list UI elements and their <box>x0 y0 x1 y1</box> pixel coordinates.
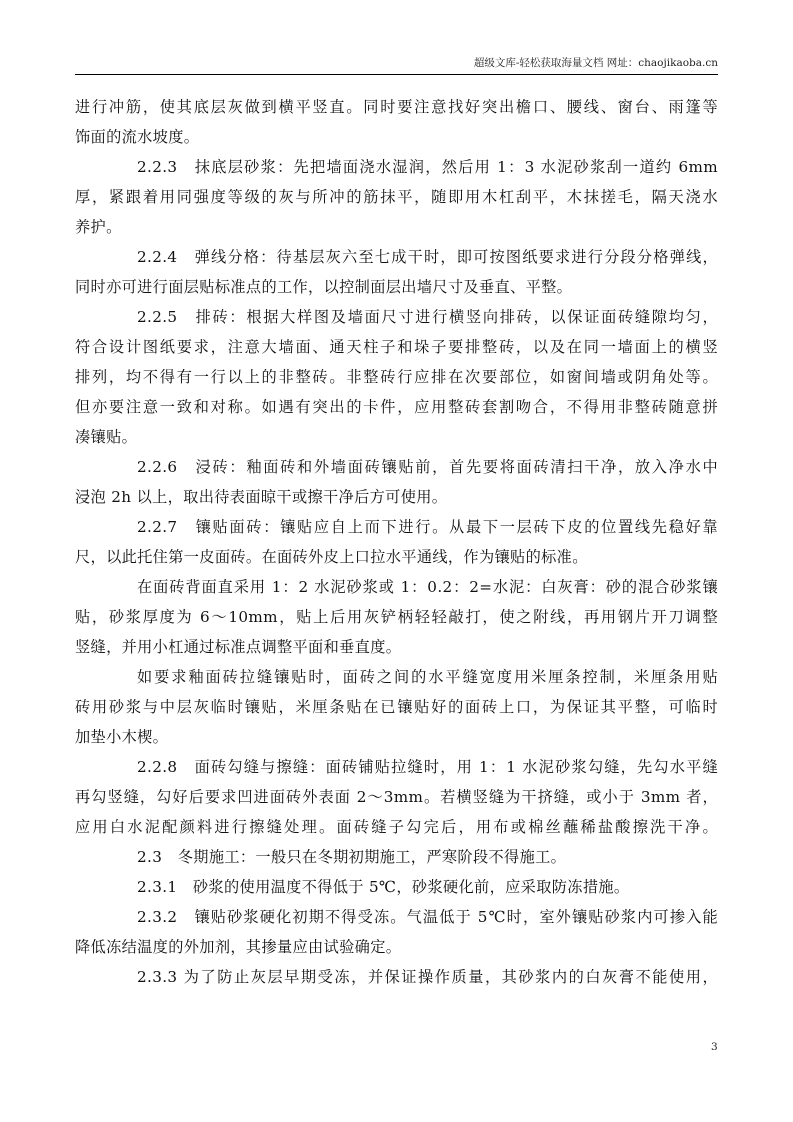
text-line: 2.2.7 镶贴面砖：镶贴应自上而下进行。从最下一层砖下皮的位置线先稳好靠 <box>137 518 718 536</box>
header-site-text: 超级文库-轻松获取海量文档 网址：chaojikaoba.cn <box>473 57 718 69</box>
text-line: 2.3 冬期施工：一般只在冬期初期施工，严寒阶段不得施工。 <box>137 848 567 866</box>
text-line: 应用白水泥配颜料进行擦缝处理。面砖缝子勾完后，用布或棉丝蘸稀盐酸擦洗干净。 <box>75 818 718 836</box>
text-line: 饰面的流水坡度。 <box>75 128 200 146</box>
text-line: 尺，以此托住第一皮面砖。在面砖外皮上口拉水平通线，作为镶贴的标准。 <box>75 548 588 566</box>
page-number: 3 <box>711 1041 718 1053</box>
text-line: 同时亦可进行面层贴标准点的工作，以控制面层出墙尺寸及垂直、平整。 <box>75 278 573 296</box>
text-line: 2.2.6 浸砖：釉面砖和外墙面砖镶贴前，首先要将面砖清扫干净，放入净水中 <box>137 458 718 476</box>
text-line: 进行冲筋，使其底层灰做到横平竖直。同时要注意找好突出檐口、腰线、窗台、雨篷等 <box>75 98 718 116</box>
page-header <box>75 52 718 75</box>
text-line: 厚，紧跟着用同强度等级的灰与所冲的筋抹平，随即用木杠刮平，木抹搓毛，隔天浇水 <box>75 188 718 206</box>
text-line: 2.3.2 镶贴砂浆硬化初期不得受冻。气温低于 5℃时，室外镶贴砂浆内可掺入能 <box>137 908 718 926</box>
text-line: 2.3.3 为了防止灰层早期受冻，并保证操作质量，其砂浆内的白灰膏不能使用， <box>137 968 718 986</box>
text-line: 符合设计图纸要求，注意大墙面、通天柱子和垛子要排整砖，以及在同一墙面上的横竖 <box>75 338 718 356</box>
text-line: 排列，均不得有一行以上的非整砖。非整砖行应排在次要部位，如窗间墙或阴角处等。 <box>75 368 718 386</box>
text-line: 养护。 <box>75 218 122 236</box>
text-line: 贴，砂浆厚度为 6～10mm，贴上后用灰铲柄轻轻敲打，使之附线，再用钢片开刀调整 <box>75 608 718 626</box>
text-line: 浸泡 2h 以上，取出待表面晾干或擦干净后方可使用。 <box>75 488 448 506</box>
text-line: 在面砖背面直采用 1：2 水泥砂浆或 1：0.2：2=水泥：白灰膏：砂的混合砂浆镶 <box>137 578 718 596</box>
text-line: 竖缝，并用小杠通过标准点调整平面和垂直度。 <box>75 638 402 656</box>
text-line: 2.2.8 面砖勾缝与擦缝：面砖铺贴拉缝时，用 1：1 水泥砂浆勾缝，先勾水平缝 <box>137 758 718 776</box>
text-line: 如要求釉面砖拉缝镶贴时，面砖之间的水平缝宽度用米厘条控制，米厘条用贴 <box>137 668 718 686</box>
document-body <box>75 92 718 992</box>
text-line: 凑镶贴。 <box>75 428 138 446</box>
text-line: 砖用砂浆与中层灰临时镶贴，米厘条贴在已镶贴好的面砖上口，为保证其平整，可临时 <box>75 698 718 716</box>
text-line: 再勾竖缝，勾好后要求凹进面砖外表面 2～3mm。若横竖缝为干挤缝，或小于 3mm 者， <box>75 788 718 806</box>
text-line: 2.2.3 抹底层砂浆：先把墙面浇水湿润，然后用 1：3 水泥砂浆刮一道约 6mm <box>137 158 718 176</box>
text-line: 2.2.4 弹线分格：待基层灰六至七成干时，即可按图纸要求进行分段分格弹线， <box>137 248 718 266</box>
text-line: 2.2.5 排砖：根据大样图及墙面尺寸进行横竖向排砖，以保证面砖缝隙均匀， <box>137 308 718 326</box>
text-line: 降低冻结温度的外加剂，其掺量应由试验确定。 <box>75 938 402 956</box>
text-line: 但亦要注意一致和对称。如遇有突出的卡件，应用整砖套割吻合，不得用非整砖随意拼 <box>75 398 718 416</box>
text-line: 2.3.1 砂浆的使用温度不得低于 5℃，砂浆硬化前，应采取防冻措施。 <box>137 878 630 896</box>
text-line: 加垫小木楔。 <box>75 728 169 746</box>
